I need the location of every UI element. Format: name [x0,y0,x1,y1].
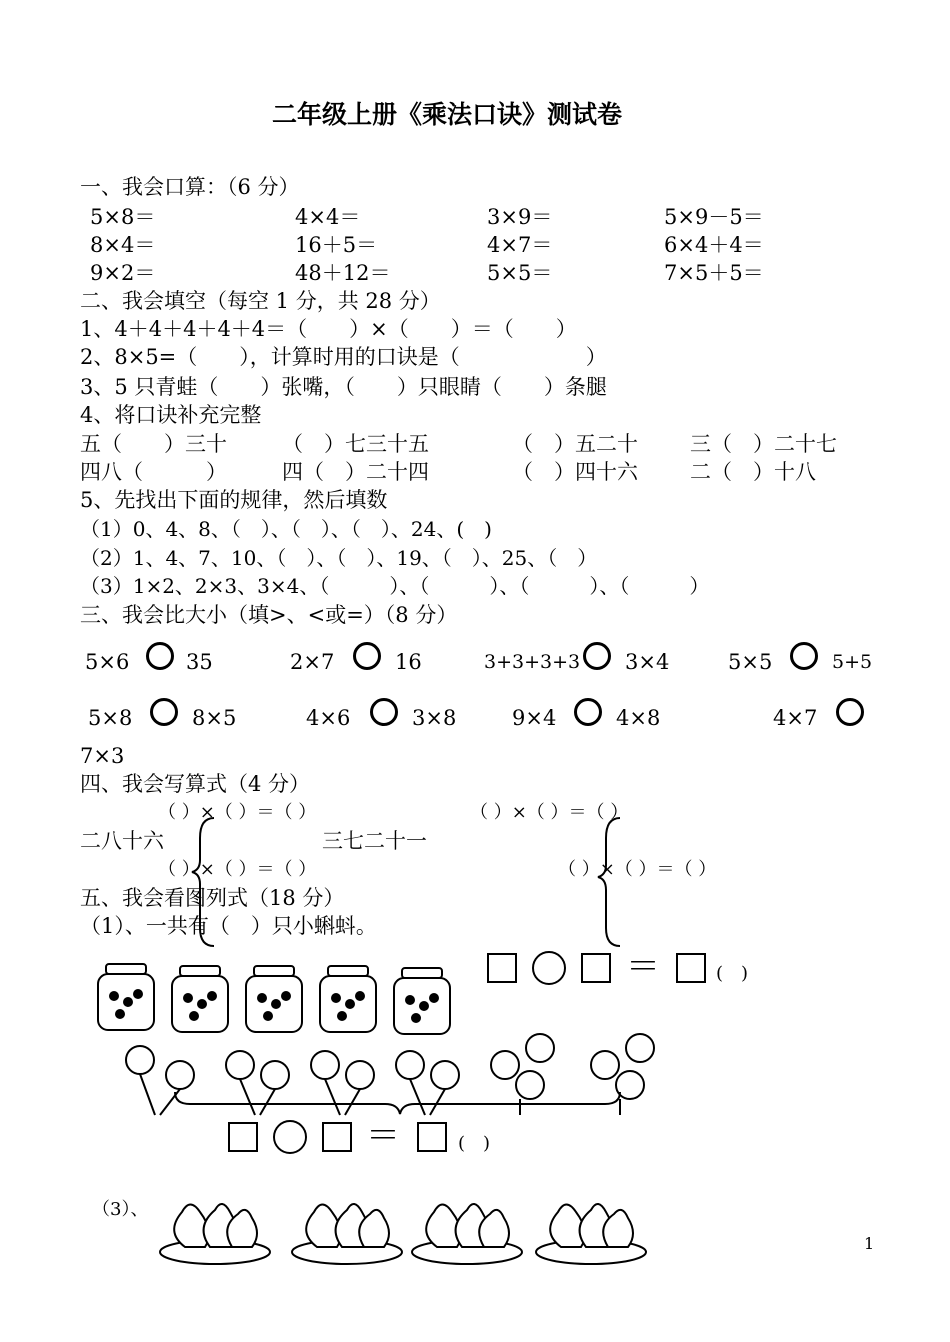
equals-sign: ＝ [626,947,660,987]
flowers [126,1034,654,1115]
fill-question-5: 5、先找出下面的规律，然后填数 [80,488,388,512]
fill-question-1: 1、4＋4＋4＋4＋4＝（ ）×（ ）＝（ ） [80,317,577,341]
oral-item: 7×5＋5＝ [664,261,764,285]
rhyme-item: 二（ ）十八 [690,460,816,484]
section-5-heading: 五、我会看图列式（18 分） [80,886,345,910]
compare-left: 5×5 [728,650,773,674]
compare-left: 5×6 [85,650,130,674]
rhyme-item: 五（ ）三十 [80,432,227,456]
rhyme-item: （ ）五二十 [512,432,638,456]
rhyme-item: 三（ ）二十七 [690,432,837,456]
fill-question-3: 3、5 只青蛙（ ）张嘴，（ ）只眼睛（ ）条腿 [80,375,607,399]
compare-right: 4×8 [616,706,661,730]
equals-sign: ＝ [366,1116,400,1156]
tadpole-jars [98,964,450,1034]
rhyme-item: 四八（ ） [80,460,227,484]
pattern-3: （3）1×2、2×3、3×4、（ ）、（ ）、（ ）、（ ） [80,574,710,598]
pattern-2: （2）1、4、7、10、（ ）、（ ）、19、（ ）、25、（ ） [80,546,598,570]
compare-right: 3×8 [412,706,457,730]
formula-blank: （ ）×（ ）＝（ ） [158,802,317,823]
oral-item: 48＋12＝ [295,261,391,285]
fill-question-4: 4、将口诀补充完整 [80,403,262,427]
section-4-heading: 四、我会写算式（4 分） [80,772,311,796]
unit-blank: ( ) [716,963,749,984]
section-2-heading: 二、我会填空（每空 1 分，共 28 分） [80,289,441,313]
oral-item: 5×5＝ [487,261,553,285]
pattern-1: （1）0、4、8、（ ）、（ ）、（ ）、24、( ) [80,517,492,541]
oral-item: 3×9＝ [487,205,553,229]
compare-right: 5+5 [832,651,873,673]
compare-left: 5×8 [88,706,133,730]
compare-right: 8×5 [192,706,237,730]
compare-left: 2×7 [290,650,335,674]
rhyme-label-left: 二八十六 [80,829,164,853]
compare-left: 9×4 [512,706,557,730]
oral-item: 8×4＝ [90,233,156,257]
compare-left: 4×7 [773,706,818,730]
page-title: 二年级上册《乘法口诀》测试卷 [272,100,623,129]
compare-left: 4×6 [306,706,351,730]
flower-brace [175,1092,620,1114]
rhyme-item: 四（ ）二十四 [282,460,429,484]
oral-item: 4×4＝ [295,205,361,229]
compare-left: 3+3+3+3 [484,651,581,673]
formula-blank: （ ）×（ ）＝（ ） [158,859,317,880]
compare-right: 3×4 [625,650,670,674]
fill-question-2: 2、8×5=（ ），计算时用的口诀是（ ） [80,345,607,369]
unit-blank: ( ) [458,1133,491,1154]
section-1-heading: 一、我会口算：（6 分） [80,175,300,199]
left-brace [192,818,214,946]
compare-right: 35 [186,650,213,674]
oral-item: 16＋5＝ [295,233,378,257]
rhyme-item: （ ）七三十五 [282,432,429,456]
rhyme-item: （ ）四十六 [512,460,638,484]
formula-blank: （ ）×（ ）＝（ ） [558,859,717,880]
oral-item: 5×9－5＝ [664,205,764,229]
formula-blank: （ ）×（ ）＝（ ） [470,802,629,823]
pear-plates [160,1204,646,1264]
oral-item: 5×8＝ [90,205,156,229]
right-brace [598,818,620,946]
oral-item: 4×7＝ [487,233,553,257]
picture-question-1: （1）、一共有（ ）只小蝌蚪。 [80,914,377,938]
compare-wrap: 7×3 [80,744,125,768]
oral-item: 6×4＋4＝ [664,233,764,257]
compare-right: 16 [395,650,422,674]
rhyme-label-right: 三七二十一 [322,829,427,853]
section-3-heading: 三、我会比大小（填>、<或=）（8 分） [80,603,458,627]
oral-item: 9×2＝ [90,261,156,285]
page-number: 1 [864,1234,875,1253]
picture-question-3: （3）、 [92,1199,149,1220]
